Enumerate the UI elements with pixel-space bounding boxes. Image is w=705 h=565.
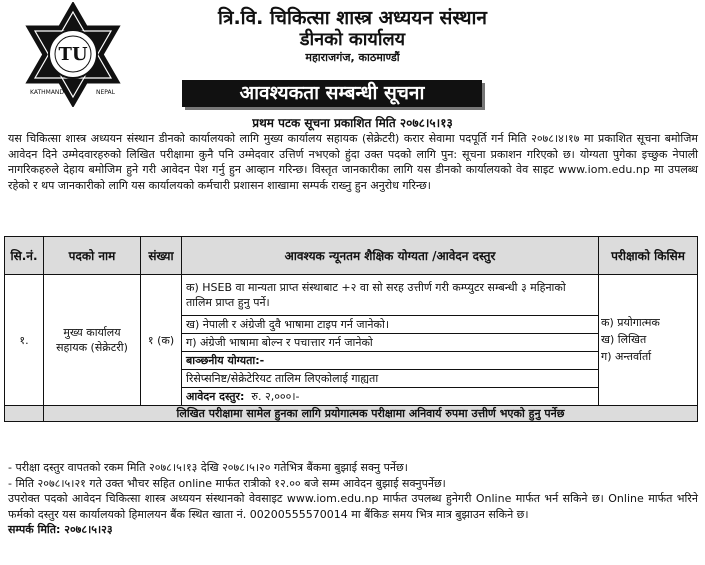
col-exam: परीक्षाको किसिम [599, 237, 698, 275]
cell-exams [599, 275, 698, 406]
svg-text:TU: TU [58, 44, 88, 65]
note-fee-deadline: - परीक्षा दस्तुर वापतको रकम मिति २०७८।५।१३ देखि २०७८।५।२० गतेभित्र बैंकमा बुझाई सक्नु पर्नेछ। [8, 461, 408, 474]
col-qualification: आवश्यक न्यूनतम शैक्षिक योग्यता /आवेदन दस्तुर [182, 237, 599, 275]
exam-a: क) प्रयोगात्मक [601, 316, 660, 329]
fee-label: आवेदन दस्तुर: [186, 390, 245, 403]
cell-count: १ (क) [141, 275, 182, 406]
fee-row [182, 388, 598, 406]
col-sn: सि.नं. [5, 237, 44, 275]
iom-logo [18, 2, 128, 107]
desired-label: बाञ्छनीय योग्यता:- [182, 352, 598, 370]
cell-sn: १. [5, 275, 44, 406]
fee-value: रु. २,०००।- [251, 390, 300, 403]
col-post: पदको नाम [44, 237, 141, 275]
exam-c: ग) अन्तर्वार्ता [601, 350, 652, 363]
publish-date: प्रथम पटक सूचना प्रकाशित मिति २०७८।५।१३ [252, 116, 453, 130]
qual-c: ग) अंग्रेजी भाषामा बोल्न र पचात्तार गर्न जानेको [182, 334, 598, 352]
office-title: डीनको कार्यालय [299, 29, 406, 50]
notice-banner: आवश्यकता सम्बन्धी सूचना [182, 80, 482, 107]
table-footer-row [5, 406, 698, 422]
table-footer: लिखित परीक्षामा सामेल हुनका लागि प्रयोगात्मक परीक्षामा अनिवार्य रुपमा उत्तीर्ण भएको हुनु पर्नेछ [44, 406, 698, 422]
notes [8, 460, 698, 538]
table-row [5, 275, 698, 406]
vacancy-table [4, 236, 698, 422]
location: महाराजगंज, काठमाण्डौं [305, 51, 400, 64]
qual-b: ख) नेपाली र अंग्रेजी दुवै भाषामा टाइप गर्न जानेको। [182, 316, 598, 334]
qual-a: क) HSEB वा मान्यता प्राप्त संस्थाबाट +२ वा सो सरह उत्तीर्ण गरी कम्प्युटर सम्बन्धी ३ महिनाको तालिम प्राप्त हुनु पर्ने। [182, 275, 598, 316]
note-online-deadline: - मिति २०७८।५।२१ गते उक्त भौचर सहित online मार्फत रात्रीको १२.०० बजे सम्म आवेदन बुझाई सक्नुपर्नेछ। [8, 476, 446, 490]
exam-b: ख) लिखित [601, 333, 647, 346]
col-count: संख्या [141, 237, 182, 275]
note-online-apply: उपरोक्त पदको आवेदन चिकित्सा शास्त्र अध्ययन संस्थानको वेवसाइट www.iom.edu.np मार्फत उपलब्ध हुनेगरी Online मार्फत भर्न सकिने छ। Online मार्फत भरिने फर्मको दस्तुर यस कार्यालयको हिमालयन बैंक स्थित खाता नं. 00200555570014 मा बैंकिङ समय भित्र मात्र बुझाउन सकिने छ। [8, 492, 698, 521]
table-header-row [5, 237, 698, 275]
contact-date: सम्पर्क मिति: २०७८।५।२३ [8, 523, 113, 536]
logo-left-text: KATHMANDU [30, 89, 69, 96]
org-title: त्रि.वि. चिकित्सा शास्त्र अध्ययन संस्थान [218, 7, 487, 29]
desired-text: रिसेप्सनिष्ट/सेक्रेटेरियट तालिम लिएकोलाई गाह्यता [182, 370, 598, 388]
notice-paragraph: यस चिकित्सा शास्त्र अध्ययन संस्थान डीनको कार्यालयको लागि मुख्य कार्यालय सहायक (सेक्रेटरी) करार सेवामा पदपूर्ति गर्न मिति २०७८।४।१७ मा प्रकाशित सूचना बमोजिम आवेदन दिने उम्मेदवारहरुको लिखित परीक्षामा कुनै पनि उम्मेदवार उत्तिर्ण नभएको हुंदा उक्त पदको लागि पुन: सूचना प्रकाशन गरिएको छ। योग्यता पुगेका इच्छुक नेपाली नागरिकहरुले देहाय बमोजिम हुने गरी आवेदन पेश गर्नु हुन आव्हान गरिन्छ। विस्तृत जानकारीका लागि यस डीनको कार्यालयको वेव साइट www.iom.edu.np मा उपलब्ध रहेको र थप जानकारीको लागि यस कार्यालयको कर्मचारी प्रशासन शाखामा सम्पर्क राख्नु हुन अनुरोध गरिन्छ। [8, 132, 698, 192]
cell-qualifications [182, 275, 599, 406]
logo-right-text: NEPAL [96, 89, 115, 96]
cell-post: मुख्य कार्यालय सहायक (सेक्रेटरी) [44, 275, 141, 406]
